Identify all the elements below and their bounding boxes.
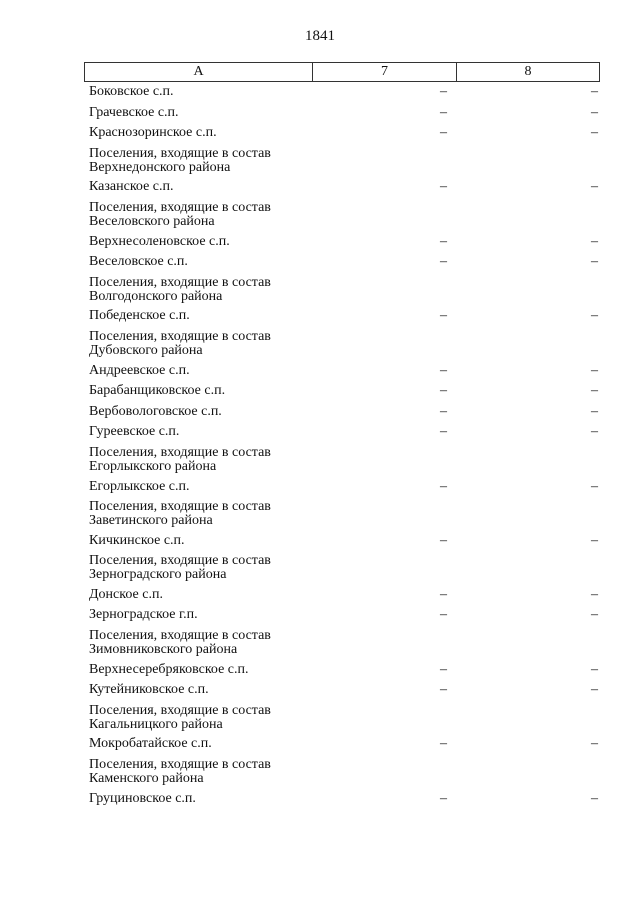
table-row [84, 255, 600, 269]
table-row [84, 608, 600, 622]
cell-col-7 [312, 446, 456, 474]
group-heading-row [84, 758, 600, 786]
settlement-name: Гуреевское с.п. [89, 424, 180, 440]
settlement-name: Верхнесеребряковское с.п. [89, 661, 249, 677]
group-heading: Поселения, входящие в состав Кагальницкого района [89, 702, 271, 732]
page-number: 1841 [305, 28, 335, 44]
cell-col-8: – [591, 362, 598, 378]
settlement-name: Мокробатайское с.п. [89, 736, 212, 752]
group-heading: Поселения, входящие в состав Заветинского района [89, 499, 271, 529]
cell-col-8: – [591, 383, 598, 399]
settlement-name: Андреевское с.п. [89, 362, 190, 378]
group-heading-row [84, 446, 600, 474]
cell-col-8: – [591, 254, 598, 270]
cell-col-7 [312, 201, 456, 229]
cell-col-7: – [440, 125, 447, 141]
table-row [84, 235, 600, 249]
table-row [84, 106, 600, 120]
cell-col-8: – [591, 424, 598, 440]
cell-col-7: – [440, 84, 447, 99]
group-heading: Поселения, входящие в состав Егорлыкского района [89, 444, 271, 474]
cell-col-8 [456, 629, 600, 657]
settlement-name: Зерноградское г.п. [89, 607, 198, 623]
cell-col-7 [312, 147, 456, 175]
settlement-name: Веселовское с.п. [89, 254, 188, 270]
table-body [84, 82, 600, 806]
table-row [84, 364, 600, 378]
cell-col-7: – [440, 104, 447, 120]
group-heading-row [84, 147, 600, 175]
cell-col-8 [456, 201, 600, 229]
cell-col-8: – [591, 125, 598, 141]
cell-col-8: – [591, 179, 598, 195]
cell-col-8: – [591, 403, 598, 419]
cell-col-8: – [591, 586, 598, 602]
cell-col-8: – [591, 308, 598, 324]
cell-col-7: – [440, 736, 447, 752]
settlement-name: Барабанщиковское с.п. [89, 383, 226, 399]
cell-col-7 [312, 629, 456, 657]
cell-col-8 [456, 758, 600, 786]
cell-col-7 [312, 704, 456, 732]
table-row [84, 683, 600, 697]
group-heading-row [84, 554, 600, 582]
cell-col-8: – [591, 233, 598, 249]
group-heading-row [84, 330, 600, 358]
group-heading: Поселения, входящие в состав Каменского района [89, 757, 271, 787]
group-heading: Поселения, входящие в состав Веселовского района [89, 199, 271, 229]
settlement-name: Кутейниковское с.п. [89, 682, 209, 698]
cell-col-8 [456, 446, 600, 474]
table-row [84, 180, 600, 194]
cell-col-7: – [440, 403, 447, 419]
settlement-name: Вербовологовское с.п. [89, 403, 222, 419]
column-header-7: 7 [313, 63, 457, 81]
cell-col-8: – [591, 736, 598, 752]
cell-col-7: – [440, 682, 447, 698]
table-row [84, 534, 600, 548]
settlement-name: Казанское с.п. [89, 179, 174, 195]
column-header-a: А [85, 63, 313, 81]
cell-col-7 [312, 758, 456, 786]
table-header-row [84, 62, 600, 82]
cell-col-7: – [440, 661, 447, 677]
table-row [84, 792, 600, 806]
table-row [84, 384, 600, 398]
group-heading: Поселения, входящие в состав Зерноградского района [89, 553, 271, 583]
settlement-name: Верхнесоленовское с.п. [89, 233, 230, 249]
cell-col-7: – [440, 478, 447, 494]
cell-col-7: – [440, 308, 447, 324]
table-row [84, 309, 600, 323]
cell-col-7: – [440, 424, 447, 440]
data-table [84, 62, 600, 812]
cell-col-8: – [591, 790, 598, 806]
cell-col-8 [456, 276, 600, 304]
cell-col-8 [456, 500, 600, 528]
table-row [84, 588, 600, 602]
group-heading: Поселения, входящие в состав Волгодонского района [89, 274, 271, 304]
group-heading-row [84, 704, 600, 732]
cell-col-8: – [591, 84, 598, 99]
table-row [84, 663, 600, 677]
cell-col-8 [456, 704, 600, 732]
group-heading-row [84, 201, 600, 229]
group-heading-row [84, 276, 600, 304]
cell-col-8: – [591, 607, 598, 623]
settlement-name: Грачевское с.п. [89, 104, 179, 120]
cell-col-7: – [440, 362, 447, 378]
cell-col-7: – [440, 586, 447, 602]
table-row [84, 126, 600, 140]
cell-col-7 [312, 276, 456, 304]
cell-col-7: – [440, 607, 447, 623]
cell-col-7: – [440, 532, 447, 548]
settlement-name: Кичкинское с.п. [89, 532, 185, 548]
cell-col-7: – [440, 254, 447, 270]
cell-col-8: – [591, 682, 598, 698]
group-heading: Поселения, входящие в состав Зимовниковского района [89, 628, 271, 658]
group-heading: Поселения, входящие в состав Дубовского района [89, 328, 271, 358]
settlement-name: Победенское с.п. [89, 308, 190, 324]
settlement-name: Донское с.п. [89, 586, 163, 602]
settlement-name: Егорлыкское с.п. [89, 478, 190, 494]
cell-col-7: – [440, 383, 447, 399]
table-row [84, 85, 600, 99]
settlement-name: Боковское с.п. [89, 84, 174, 99]
cell-col-7 [312, 330, 456, 358]
settlement-name: Груциновское с.п. [89, 790, 196, 806]
cell-col-8: – [591, 661, 598, 677]
table-row [84, 405, 600, 419]
cell-col-7: – [440, 179, 447, 195]
group-heading-row [84, 629, 600, 657]
column-header-8: 8 [524, 64, 532, 79]
cell-col-8: – [591, 104, 598, 120]
cell-col-7: – [440, 790, 447, 806]
cell-col-8: – [591, 532, 598, 548]
cell-col-7 [312, 500, 456, 528]
cell-col-7: – [440, 233, 447, 249]
group-heading-row [84, 500, 600, 528]
cell-col-8 [456, 147, 600, 175]
cell-col-8 [456, 554, 600, 582]
table-row [84, 737, 600, 751]
cell-col-8 [456, 330, 600, 358]
cell-col-8: – [591, 478, 598, 494]
table-row [84, 480, 600, 494]
table-row [84, 425, 600, 439]
cell-col-7 [312, 554, 456, 582]
group-heading: Поселения, входящие в состав Верхнедонского района [89, 145, 271, 175]
settlement-name: Краснозоринское с.п. [89, 125, 217, 141]
